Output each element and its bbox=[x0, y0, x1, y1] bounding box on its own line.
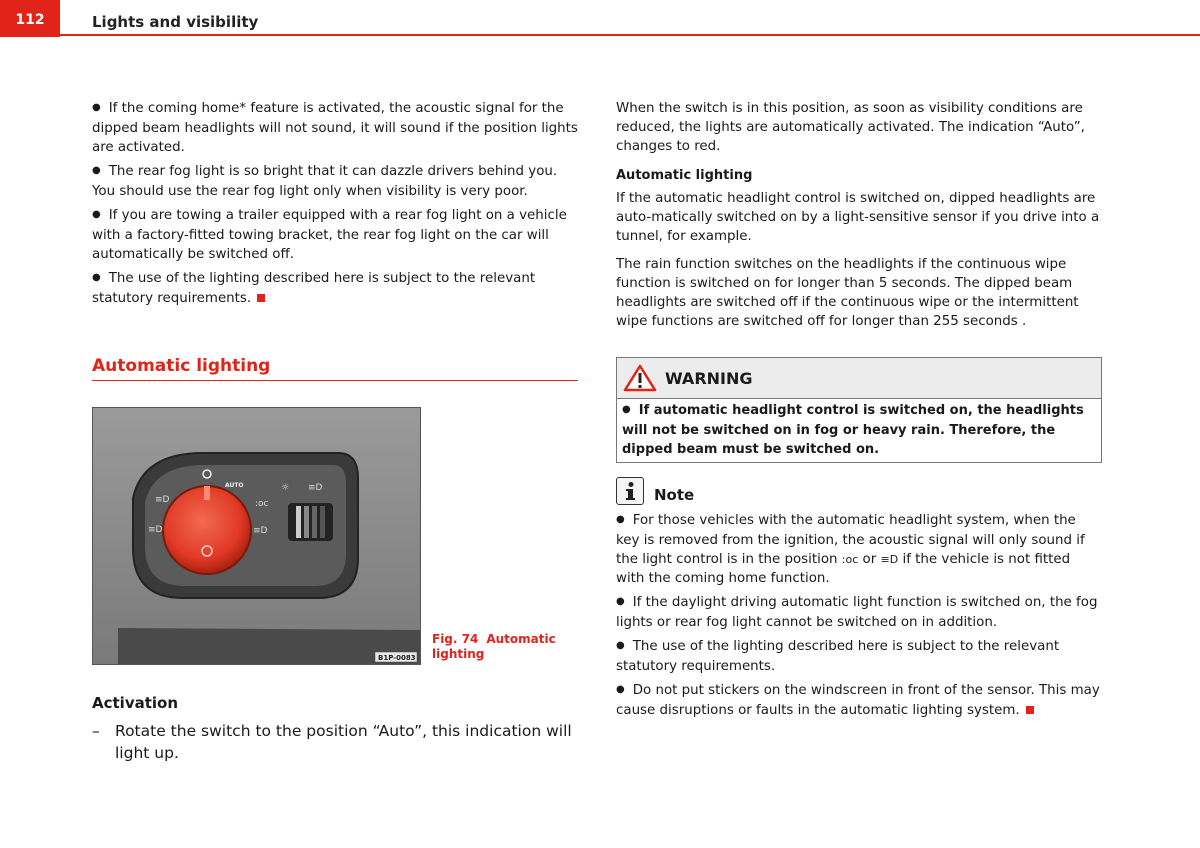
activation-heading: Activation bbox=[92, 694, 179, 712]
note-text: Do not put stickers on the windscreen in front of the sensor. This may cause disruptions or faults in the automatic lighting system. bbox=[616, 683, 1100, 718]
warning-header bbox=[617, 358, 1101, 399]
activation-step bbox=[92, 720, 578, 764]
figure-caption-text: Automatic lighting bbox=[432, 632, 556, 661]
figure-number: Fig. 74 bbox=[432, 632, 479, 646]
figure-code: B1P-0083 bbox=[378, 654, 416, 662]
header-rule bbox=[60, 34, 1200, 36]
svg-text:≡D: ≡D bbox=[253, 526, 268, 536]
end-marker-icon bbox=[1026, 706, 1034, 714]
auto-paragraph-1: If the automatic headlight control is switched on, dipped headlights are auto-matically switched on by a light-sensitive sensor if you drive into a tunnel, for example. bbox=[616, 191, 1100, 244]
note-text: or bbox=[862, 552, 877, 567]
warning-text bbox=[617, 399, 1101, 462]
right-column bbox=[616, 99, 1102, 336]
auto-paragraph-2: The rain function switches on the headlights if the continuous wipe function is switched on for longer than 5 seconds. The dipped beam headlights are switched off if the continuous wipe or the intermittent wipe functions are switched off for longer than 255 seconds . bbox=[616, 257, 1079, 329]
warning-text-content: If automatic headlight control is switched on, the headlights will not be switched on in fog or heavy rain. Therefore, the dipped beam must be switched on. bbox=[622, 403, 1084, 457]
bullet-text: If the coming home* feature is activated, the acoustic signal for the dipped beam headlights will not sound, it will sound if the position lights are activated. bbox=[92, 101, 578, 155]
end-marker-icon bbox=[257, 294, 265, 302]
note-title: Note bbox=[654, 486, 695, 504]
bullet-text: The rear fog light is so bright that it can dazzle drivers behind you. You should use the rear fog light only when visibility is very poor. bbox=[92, 164, 558, 199]
note-item bbox=[616, 511, 1102, 588]
note-item bbox=[616, 593, 1102, 632]
activation-step-text: Rotate the switch to the position “Auto”, this indication will light up. bbox=[115, 722, 572, 762]
left-bullets bbox=[92, 99, 578, 313]
intro-paragraph: When the switch is in this position, as soon as visibility conditions are reduced, the lights are automatically activated. The indication “Auto”, changes to red. bbox=[616, 101, 1085, 154]
light-switch-illustration bbox=[93, 408, 420, 664]
note-text: if the vehicle is not fitted with the coming home function. bbox=[616, 552, 1071, 586]
section-heading: Automatic lighting bbox=[92, 357, 578, 381]
figure-light-switch bbox=[92, 407, 421, 665]
svg-text:≡D: ≡D bbox=[308, 483, 323, 493]
bullet-item bbox=[92, 99, 578, 157]
note-text: The use of the lighting described here is subject to the relevant statutory requirements. bbox=[616, 639, 1060, 674]
note-item bbox=[616, 637, 1102, 676]
header-title: Lights and visibility bbox=[92, 13, 259, 31]
bullet-item bbox=[92, 269, 578, 308]
note-text: For those vehicles with the automatic headlight system, when the key is removed from the ignition, the acoustic signal will only sound if the light control is in the position bbox=[616, 513, 1085, 567]
bullet-item bbox=[92, 206, 578, 264]
bullet-text: The use of the lighting described here is subject to the relevant statutory requirements. bbox=[92, 271, 536, 306]
warning-triangle-icon bbox=[623, 364, 657, 392]
auto-lighting-subheading: Automatic lighting bbox=[616, 168, 753, 183]
svg-text:☼: ☼ bbox=[281, 483, 290, 493]
bullet-text: If you are towing a trailer equipped with a rear fog light on a vehicle with a factory-fitted towing bracket, the rear fog light on the car will automatically be switched off. bbox=[92, 208, 567, 262]
warning-box bbox=[616, 357, 1102, 463]
note-body bbox=[616, 511, 1102, 725]
page-number: 112 bbox=[0, 0, 60, 37]
note-text: If the daylight driving automatic light function is switched on, the fog lights or rear fog light cannot be switched on in addition. bbox=[616, 595, 1098, 630]
bullet-item bbox=[92, 162, 578, 201]
info-icon bbox=[616, 477, 644, 505]
svg-text::oc: :oc bbox=[255, 499, 269, 509]
dipped-beam-icon: ≡D bbox=[880, 553, 899, 566]
note-item bbox=[616, 681, 1102, 720]
parking-lights-icon: :oc bbox=[841, 553, 859, 566]
auto-label: AUTO bbox=[225, 482, 244, 489]
warning-title: WARNING bbox=[665, 368, 753, 388]
figure-caption bbox=[432, 632, 572, 662]
note-header bbox=[616, 477, 694, 505]
svg-text:≡D: ≡D bbox=[148, 525, 163, 535]
svg-text:≡D: ≡D bbox=[155, 495, 170, 505]
step-dash: – bbox=[92, 722, 100, 740]
